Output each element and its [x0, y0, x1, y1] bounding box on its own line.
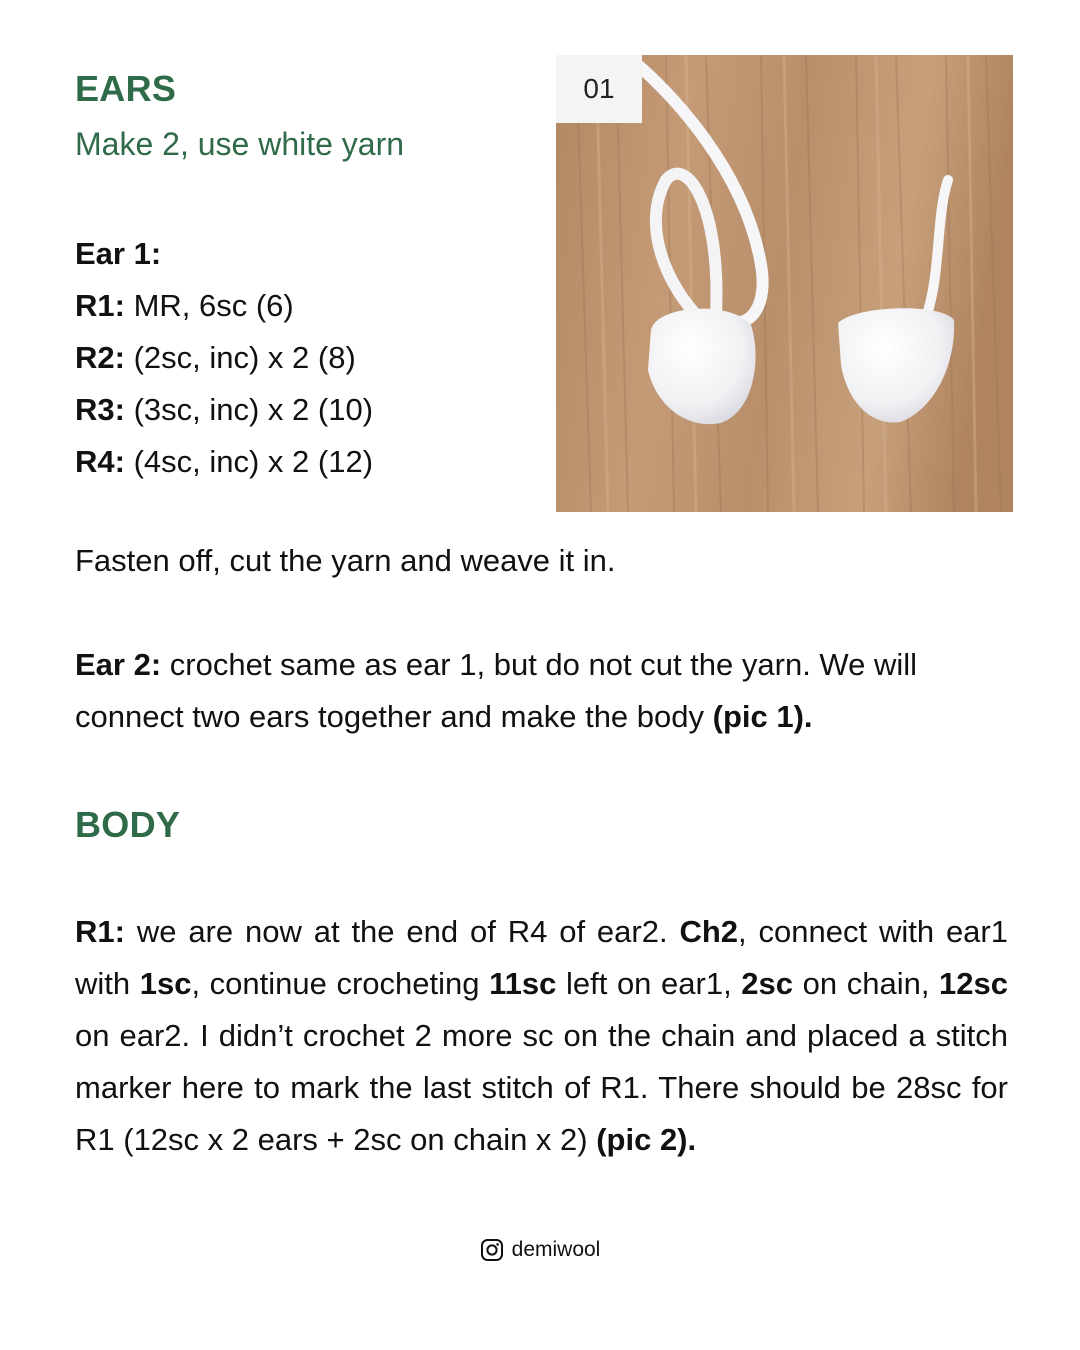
- ear2-label: Ear 2:: [75, 647, 162, 682]
- instagram-icon: [480, 1238, 504, 1262]
- r1-bold-4: 2sc: [741, 966, 794, 1001]
- body-r1-paragraph: [75, 906, 1008, 1166]
- ears-photo: [556, 55, 1013, 512]
- r1-bold-2: 1sc: [139, 966, 192, 1001]
- crocheted-ears-image: [556, 55, 1013, 512]
- ear1-instructions: [75, 228, 373, 488]
- ear2-paragraph: [75, 639, 1008, 743]
- round-r2: [75, 332, 373, 384]
- r1-bold-3: 11sc: [489, 966, 557, 1001]
- r1-text-2: , connect with ear1 with: [75, 914, 1008, 1001]
- r1-bold-1: Ch2: [679, 914, 739, 949]
- body-title: BODY: [75, 804, 181, 845]
- ears-title: EARS: [75, 68, 177, 109]
- round-label: R3:: [75, 392, 125, 427]
- r1-text-5: on chain,: [793, 966, 940, 1001]
- round-text: (3sc, inc) x 2 (10): [124, 392, 374, 427]
- r1-text-4: left on ear1,: [556, 966, 742, 1001]
- round-r3: [75, 384, 373, 436]
- instagram-handle[interactable]: demiwool: [511, 1238, 601, 1261]
- r1-text-6: on ear2. I didn’t crochet 2 more sc on the chain and placed a stitch marker here to mark the last stitch of R1. There should be 28sc for R1 (12sc x 2 ears + 2sc on chain x 2): [75, 1018, 1008, 1157]
- round-label: R1:: [75, 288, 125, 323]
- round-text: MR, 6sc (6): [124, 288, 294, 323]
- fasten-off-text: Fasten off, cut the yarn and weave it in.: [75, 543, 616, 578]
- round-text: (2sc, inc) x 2 (8): [124, 340, 356, 375]
- ears-subtitle: Make 2, use white yarn: [75, 126, 405, 162]
- round-label: R2:: [75, 340, 125, 375]
- round-r4: [75, 436, 373, 488]
- round-r1: [75, 280, 373, 332]
- ear1-heading: Ear 1:: [75, 236, 162, 271]
- round-label: R4:: [75, 444, 125, 479]
- r1-text-3: , continue crocheting: [191, 966, 490, 1001]
- r1-bold-5: 12sc: [939, 966, 1009, 1001]
- round-text: (4sc, inc) x 2 (12): [124, 444, 374, 479]
- pic1-reference: (pic 1).: [712, 699, 813, 734]
- footer-credit: [0, 1238, 1080, 1262]
- r1-label: R1:: [75, 914, 125, 949]
- photo-number-badge: 01: [556, 55, 642, 123]
- pic2-reference: (pic 2).: [596, 1122, 697, 1157]
- r1-text-1: we are now at the end of R4 of ear2.: [124, 914, 680, 949]
- ear2-text: crochet same as ear 1, but do not cut the yarn. We will connect two ears together and make the body: [75, 647, 918, 734]
